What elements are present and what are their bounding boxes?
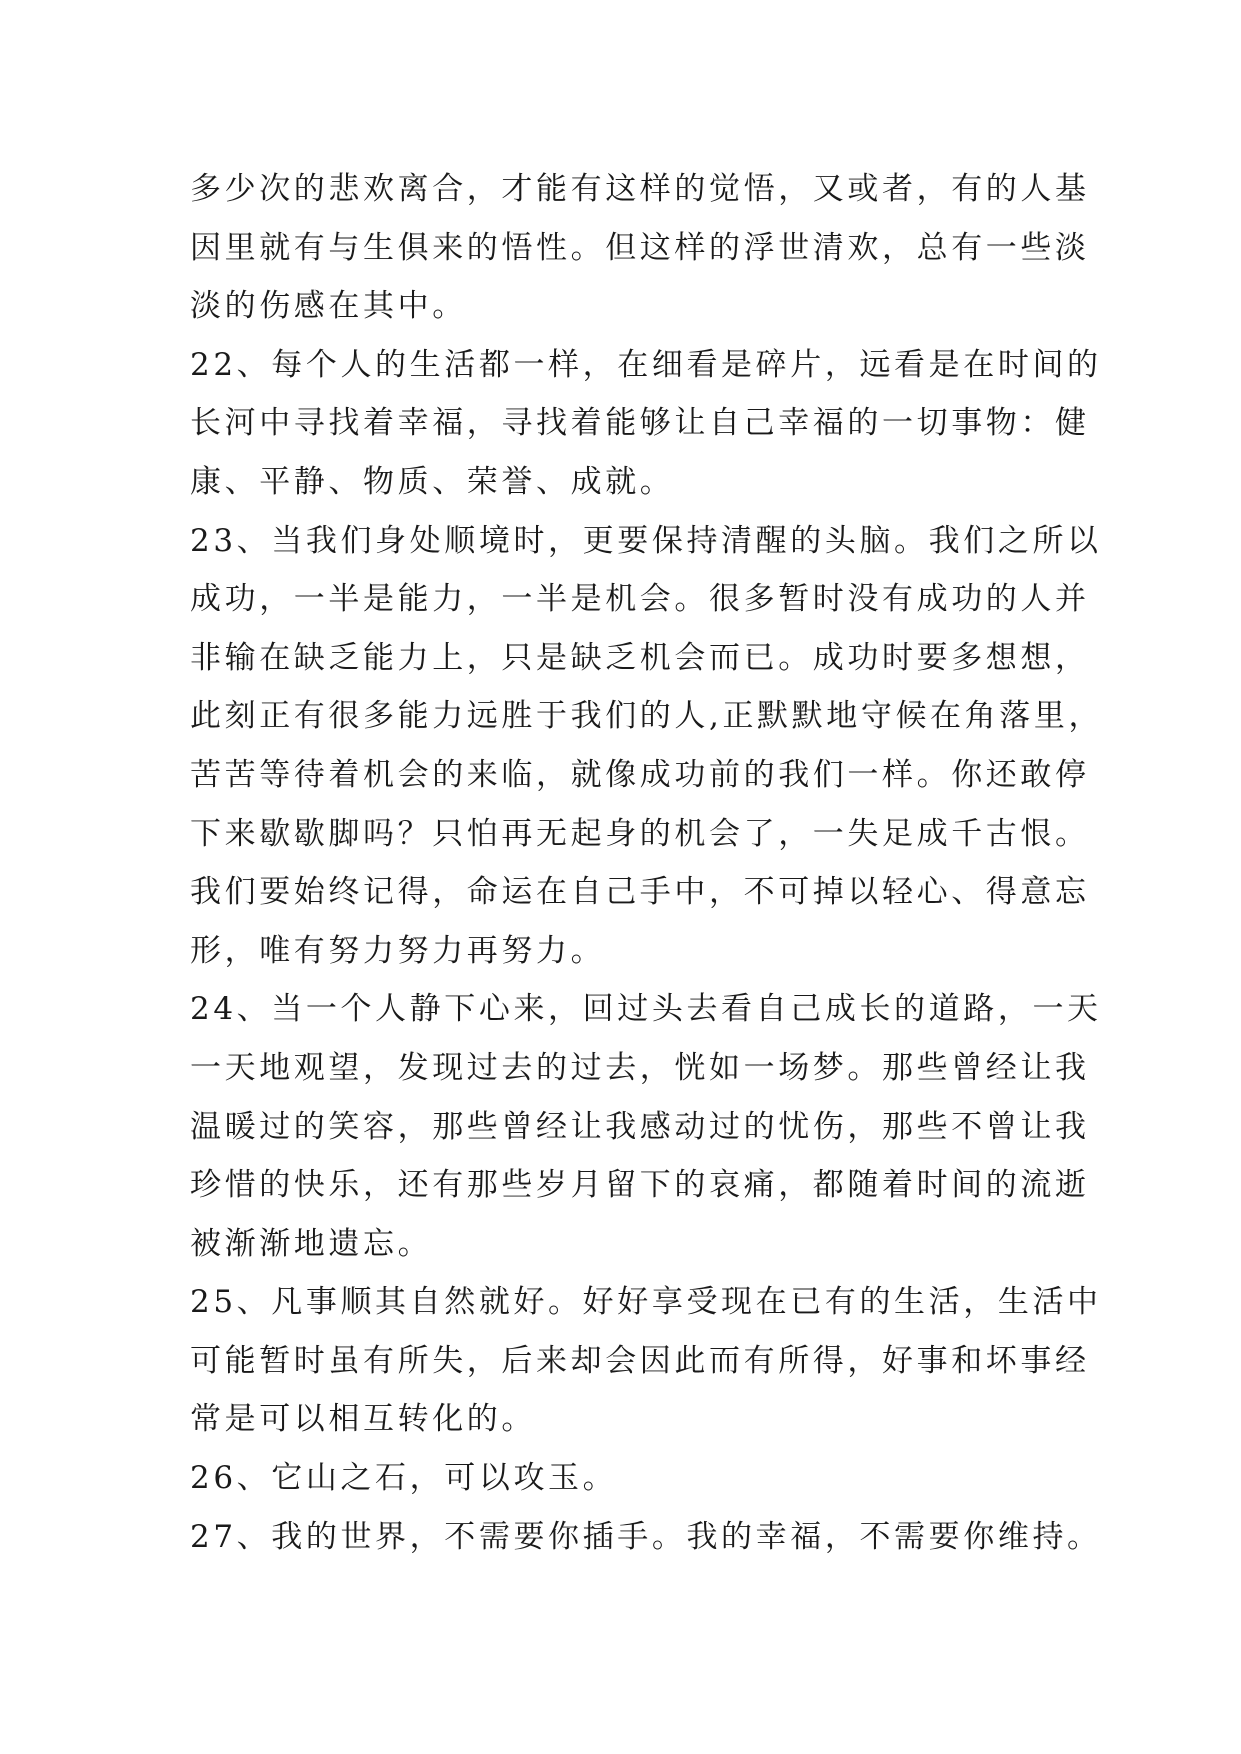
text-line: 24、当一个人静下心来，回过头去看自己成长的道路，一天 xyxy=(190,991,1102,1028)
text-line: 康、平静、物质、荣誉、成就。 xyxy=(190,463,675,500)
text-line: 温暖过的笑容，那些曾经让我感动过的忧伤，那些不曾让我 xyxy=(190,1108,1090,1145)
text-line: 形，唯有努力努力再努力。 xyxy=(190,932,606,969)
text-line: 可能暂时虽有所失，后来却会因此而有所得，好事和坏事经 xyxy=(190,1342,1090,1379)
text-line: 一天地观望，发现过去的过去，恍如一场梦。那些曾经让我 xyxy=(190,1049,1090,1086)
text-line: 25、凡事顺其自然就好。好好享受现在已有的生活，生活中 xyxy=(190,1284,1102,1321)
text-line: 长河中寻找着幸福，寻找着能够让自己幸福的一切事物：健 xyxy=(190,405,1090,442)
text-line: 常是可以相互转化的。 xyxy=(190,1401,536,1438)
text-line: 22、每个人的生活都一样，在细看是碎片，远看是在时间的 xyxy=(190,346,1102,383)
text-line: 23、当我们身处顺境时，更要保持清醒的头脑。我们之所以 xyxy=(190,522,1102,559)
text-line: 苦苦等待着机会的来临，就像成功前的我们一样。你还敢停 xyxy=(190,756,1090,793)
document-body xyxy=(190,160,1104,1566)
text-line: 珍惜的快乐，还有那些岁月留下的哀痛，都随着时间的流逝 xyxy=(190,1167,1090,1204)
text-line: 26、它山之石，可以攻玉。 xyxy=(190,1460,618,1497)
text-line: 我们要始终记得，命运在自己手中，不可掉以轻心、得意忘 xyxy=(190,874,1090,911)
text-line: 此刻正有很多能力远胜于我们的人,正默默地守候在角落里， xyxy=(190,698,1104,735)
text-line: 27、我的世界，不需要你插手。我的幸福，不需要你维持。 xyxy=(190,1518,1102,1555)
text-line: 淡的伤感在其中。 xyxy=(190,288,467,325)
text-line: 成功，一半是能力，一半是机会。很多暂时没有成功的人并 xyxy=(190,581,1090,618)
text-line: 非输在缺乏能力上，只是缺乏机会而已。成功时要多想想， xyxy=(190,639,1090,676)
text-line: 下来歇歇脚吗？只怕再无起身的机会了，一失足成千古恨。 xyxy=(190,815,1090,852)
text-line: 多少次的悲欢离合，才能有这样的觉悟，又或者，有的人基 xyxy=(190,171,1090,207)
text-line: 因里就有与生俱来的悟性。但这样的浮世清欢，总有一些淡 xyxy=(190,229,1090,266)
text-line: 被渐渐地遗忘。 xyxy=(190,1225,433,1262)
